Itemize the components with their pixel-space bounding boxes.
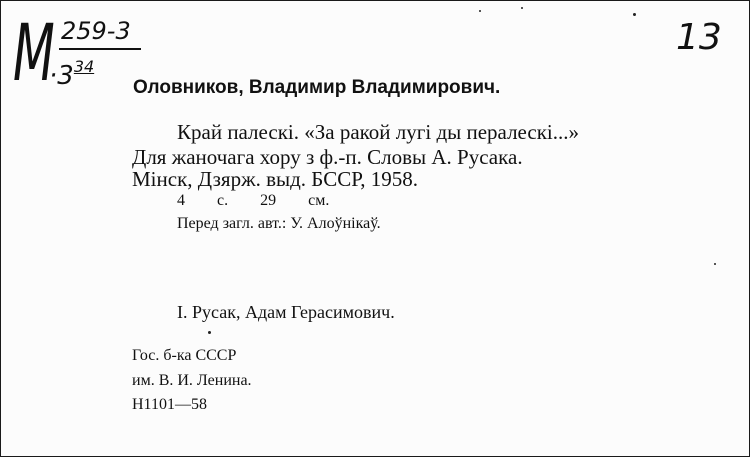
shelf-mark-rule: [59, 48, 141, 50]
card-number: 13: [676, 17, 722, 58]
card-code: Н1101—58: [132, 396, 207, 413]
shelf-mark-top: 259-3: [61, 17, 131, 45]
ink-speck: [714, 263, 716, 265]
collation-line: 4 с. 29 см.: [177, 192, 330, 209]
library-line-2: им. В. И. Ленина.: [132, 372, 252, 389]
ink-speck: [479, 10, 481, 12]
ink-speck: [521, 7, 523, 9]
shelf-mark-bottom: [49, 57, 94, 91]
shelf-mark-bottom-main: ·3: [49, 61, 74, 91]
title-line-2: Для жаночага хору з ф.-п. Словы А. Русака.: [132, 145, 523, 169]
ink-speck: [633, 13, 636, 16]
note-line: Перед загл. авт.: У. Алоўнікаў.: [177, 215, 381, 232]
tracing-line: I. Русак, Адам Герасимович.: [177, 302, 395, 322]
shelf-mark-superscript: 34: [73, 57, 95, 76]
imprint-line: Мінск, Дзярж. выд. БССР, 1958.: [132, 167, 419, 191]
author-heading: Оловников, Владимир Владимирович.: [133, 77, 501, 98]
library-line-1: Гос. б-ка СССР: [132, 347, 237, 364]
ink-speck: [208, 331, 211, 334]
title-line-1: Край палескі. «За ракой лугі ды пералескі...»: [177, 120, 579, 144]
handwritten-letter: М: [13, 9, 55, 99]
